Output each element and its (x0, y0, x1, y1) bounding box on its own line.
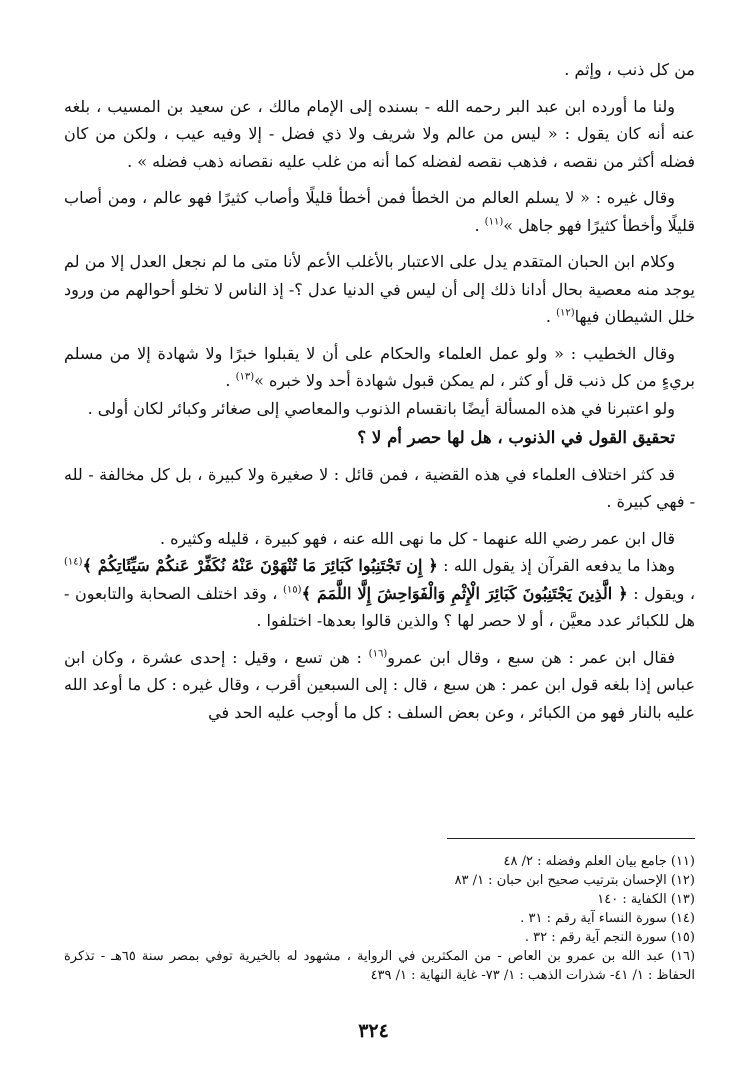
paragraph-10-rest: : هن تسع ، وقيل : إحدى عشرة ، وكان ابن عباس إذا بلغه قول ابن عمر : هن سبع ، قال : إلى السبعين أقرب ، وقال غيره : كل ما أوعد الله عليه بالنار فهو من الكبائر ، وعن بعض السلف : كل ما أوجب عليه الحد في (64, 647, 695, 722)
footnote-16: (١٦) عبد الله بن عمرو بن العاص - من المكثرين في الرواية ، مشهود له بالخيرية توفي بمصر سنة ٦٥هـ - تذكرة الحفاظ : ١/ ٤١- شذرات الذهب : ١/ ٧٣- غاية النهاية : ١/ ٤٣٩ (64, 949, 696, 983)
paragraph-8: قال ابن عمر رضي الله عنهما - كل ما نهى الله عنه ، فهو كبيرة ، قليله وكثيره . (159, 528, 675, 548)
footnote-ref-13: (١٣) (235, 371, 255, 383)
paragraph-9-end: ، وقد اختلف الصحابة والتابعون - هل للكبائر عدد معيَّن ، أو لا حصر لها ؟ والذين قالوا بعدها- اختلفوا . (64, 583, 695, 630)
main-text (64, 56, 695, 726)
footnote-13: (١٣) الكفاية : ١٤٠ (597, 892, 695, 907)
paragraph-6: ولو اعتبرنا في هذه المسألة أيضًا بانقسام الذنوب والمعاصي إلى صغائر وكبائر لكان أولى . (87, 398, 675, 418)
page-number: ٣٢٤ (358, 1020, 389, 1042)
footnote-ref-12: (١٢) (556, 307, 575, 319)
paragraph-9-intro: وهذا ما يدفعه القرآن إذ يقول الله : (437, 556, 676, 575)
footnote-ref-16: (١٦) (368, 648, 388, 660)
paragraph-9 (64, 552, 695, 635)
paragraph-5-end: . (225, 371, 236, 390)
footnote-divider (447, 838, 695, 839)
footnotes (64, 852, 695, 985)
quran-verse-2: ﴿ الَّذِينَ يَجْتَنِبُونَ كَبَائِرَ الْإِثْمِ وَالْفَوَاحِشَ إِلَّا اللَّمَمَ ﴾ (301, 583, 628, 603)
paragraph-7: قد كثر اختلاف العلماء في هذه القضية ، فمن قائل : لا صغيرة ولا كبيرة ، بل كل مخالفة - لله - فهي كبيرة . (64, 464, 695, 511)
footnote-ref-15: (١٥) (283, 584, 302, 596)
paragraph-2: ولنا ما أورده ابن عبد البر رحمه الله - بسنده إلى الإمام مالك ، عن سعيد بن المسيب ، بلغه عنه أنه كان يقول : « ليس من عالم ولا شريف ولا ذي فضل - إلا وفيه عيب ، ولكن من كان فضله أكثر من نقصه ، فذهب نقصه لفضله كما أنه من غلب عليه نقصانه ذهب فضله » . (64, 96, 695, 171)
footnote-ref-14: (١٤) (64, 556, 83, 568)
paragraph-1: من كل ذنب ، وإثم . (564, 60, 695, 79)
footnote-ref-11: (١١) (484, 216, 504, 228)
paragraph-4-end: . (545, 307, 557, 326)
paragraph-10-start: فقال ابن عمر : هن سبع ، وقال ابن عمرو (387, 647, 675, 667)
paragraph-4 (64, 248, 695, 331)
section-heading: تحقيق القول في الذنوب ، هل لها حصر أم لا ؟ (357, 428, 675, 447)
paragraph-3-end: . (474, 215, 485, 235)
paragraph-5 (64, 340, 695, 395)
footnote-15: (١٥) سورة النجم آية رقم : ٣٢ . (524, 930, 695, 945)
paragraph-10 (64, 644, 695, 727)
paragraph-9-middle: ، ويقول : (627, 583, 696, 603)
paragraph-4-text: وكلام ابن الحبان المتقدم يدل على الاعتبار بالأغلب الأعم لأنا متى ما لم نجعل العدل إلا من لم يوجد منه معصية بحال أدانا ذلك إلى أن ليس في الدنيا عدل ؟- إذ الناس لا تخلو أحوالهم من ورود خلل الشيطان فيها (64, 252, 695, 326)
footnote-11: (١١) جامع بيان العلم وفضله : ٢/ ٤٨ (503, 854, 695, 869)
footnote-14: (١٤) سورة النساء آية رقم : ٣١ . (520, 911, 695, 926)
quran-verse-1: ﴿ إِن تَجْتَنِبُوا كَبَائِرَ مَا تُنْهَوْنَ عَنْهُ نُكَفِّرْ عَنكُمْ سَيِّئَاتِكُمْ ﴾ (82, 556, 438, 575)
paragraph-5-text: وقال الخطيب : « ولو عمل العلماء والحكام على أن لا يقبلوا خبرًا ولا شهادة إلا من مسلم بريءٍ من كل ذنب قل أو كثر ، لم يمكن قبول شهادة أحد ولا خبره » (64, 343, 695, 390)
paragraph-3 (64, 184, 695, 239)
footnote-12: (١٢) الإحسان بترتيب صحيح ابن حبان : ١/ ٨٣ (454, 873, 695, 888)
paragraph-3-text: وقال غيره : « لا يسلم العالم من الخطأ فمن أخطأ قليلًا وأصاب كثيرًا فهو عالم ، ومن أصاب قليلًا وأخطأ كثيرًا فهو جاهل » (64, 188, 695, 235)
